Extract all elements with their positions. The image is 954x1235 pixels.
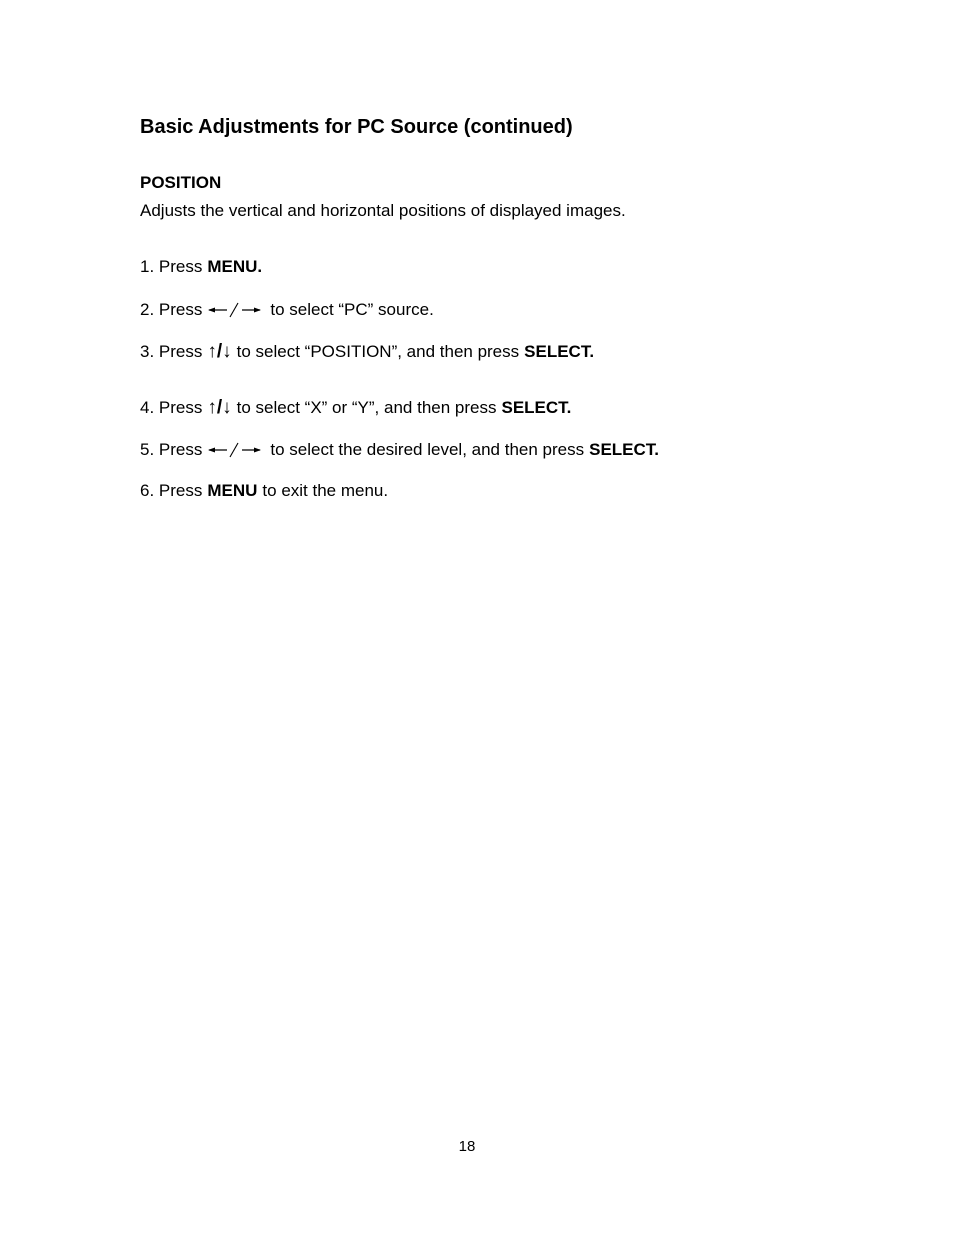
step-2-text: to select “PC” source.: [270, 300, 434, 319]
step-4-key: SELECT.: [501, 398, 572, 417]
step-5-prefix: 5. Press: [140, 440, 203, 459]
step-6: [140, 480, 388, 502]
step-3-text: to select “POSITION”, and then press: [236, 342, 520, 361]
step-4-prefix: 4. Press: [140, 398, 203, 417]
step-3: [140, 341, 594, 363]
section-description: Adjusts the vertical and horizontal positions of displayed images.: [140, 201, 626, 220]
step-4: [140, 397, 571, 419]
step-2: [140, 299, 434, 321]
up-down-arrow-icon: ↑/↓: [207, 341, 232, 362]
step-2-prefix: 2. Press: [140, 300, 203, 319]
step-3-prefix: 3. Press: [140, 342, 203, 361]
left-right-arrow-icon: [207, 441, 265, 459]
step-4-text: to select “X” or “Y”, and then press: [236, 398, 497, 417]
step-1-prefix: 1. Press: [140, 257, 203, 276]
up-down-arrow-icon: ↑/↓: [207, 397, 232, 418]
step-5-key: SELECT.: [589, 440, 660, 459]
section-heading: POSITION: [140, 173, 222, 192]
step-5-text: to select the desired level, and then press: [270, 440, 585, 459]
page-number: 18: [458, 1138, 476, 1155]
page-title: Basic Adjustments for PC Source (continued): [140, 116, 573, 138]
step-5: [140, 439, 659, 461]
step-1-key: MENU.: [207, 257, 263, 276]
step-1: [140, 256, 262, 278]
step-6-key: MENU: [207, 481, 258, 500]
left-right-arrow-icon: [207, 301, 265, 319]
step-6-text: to exit the menu.: [262, 481, 389, 500]
step-3-key: SELECT.: [524, 342, 595, 361]
step-6-prefix: 6. Press: [140, 481, 203, 500]
